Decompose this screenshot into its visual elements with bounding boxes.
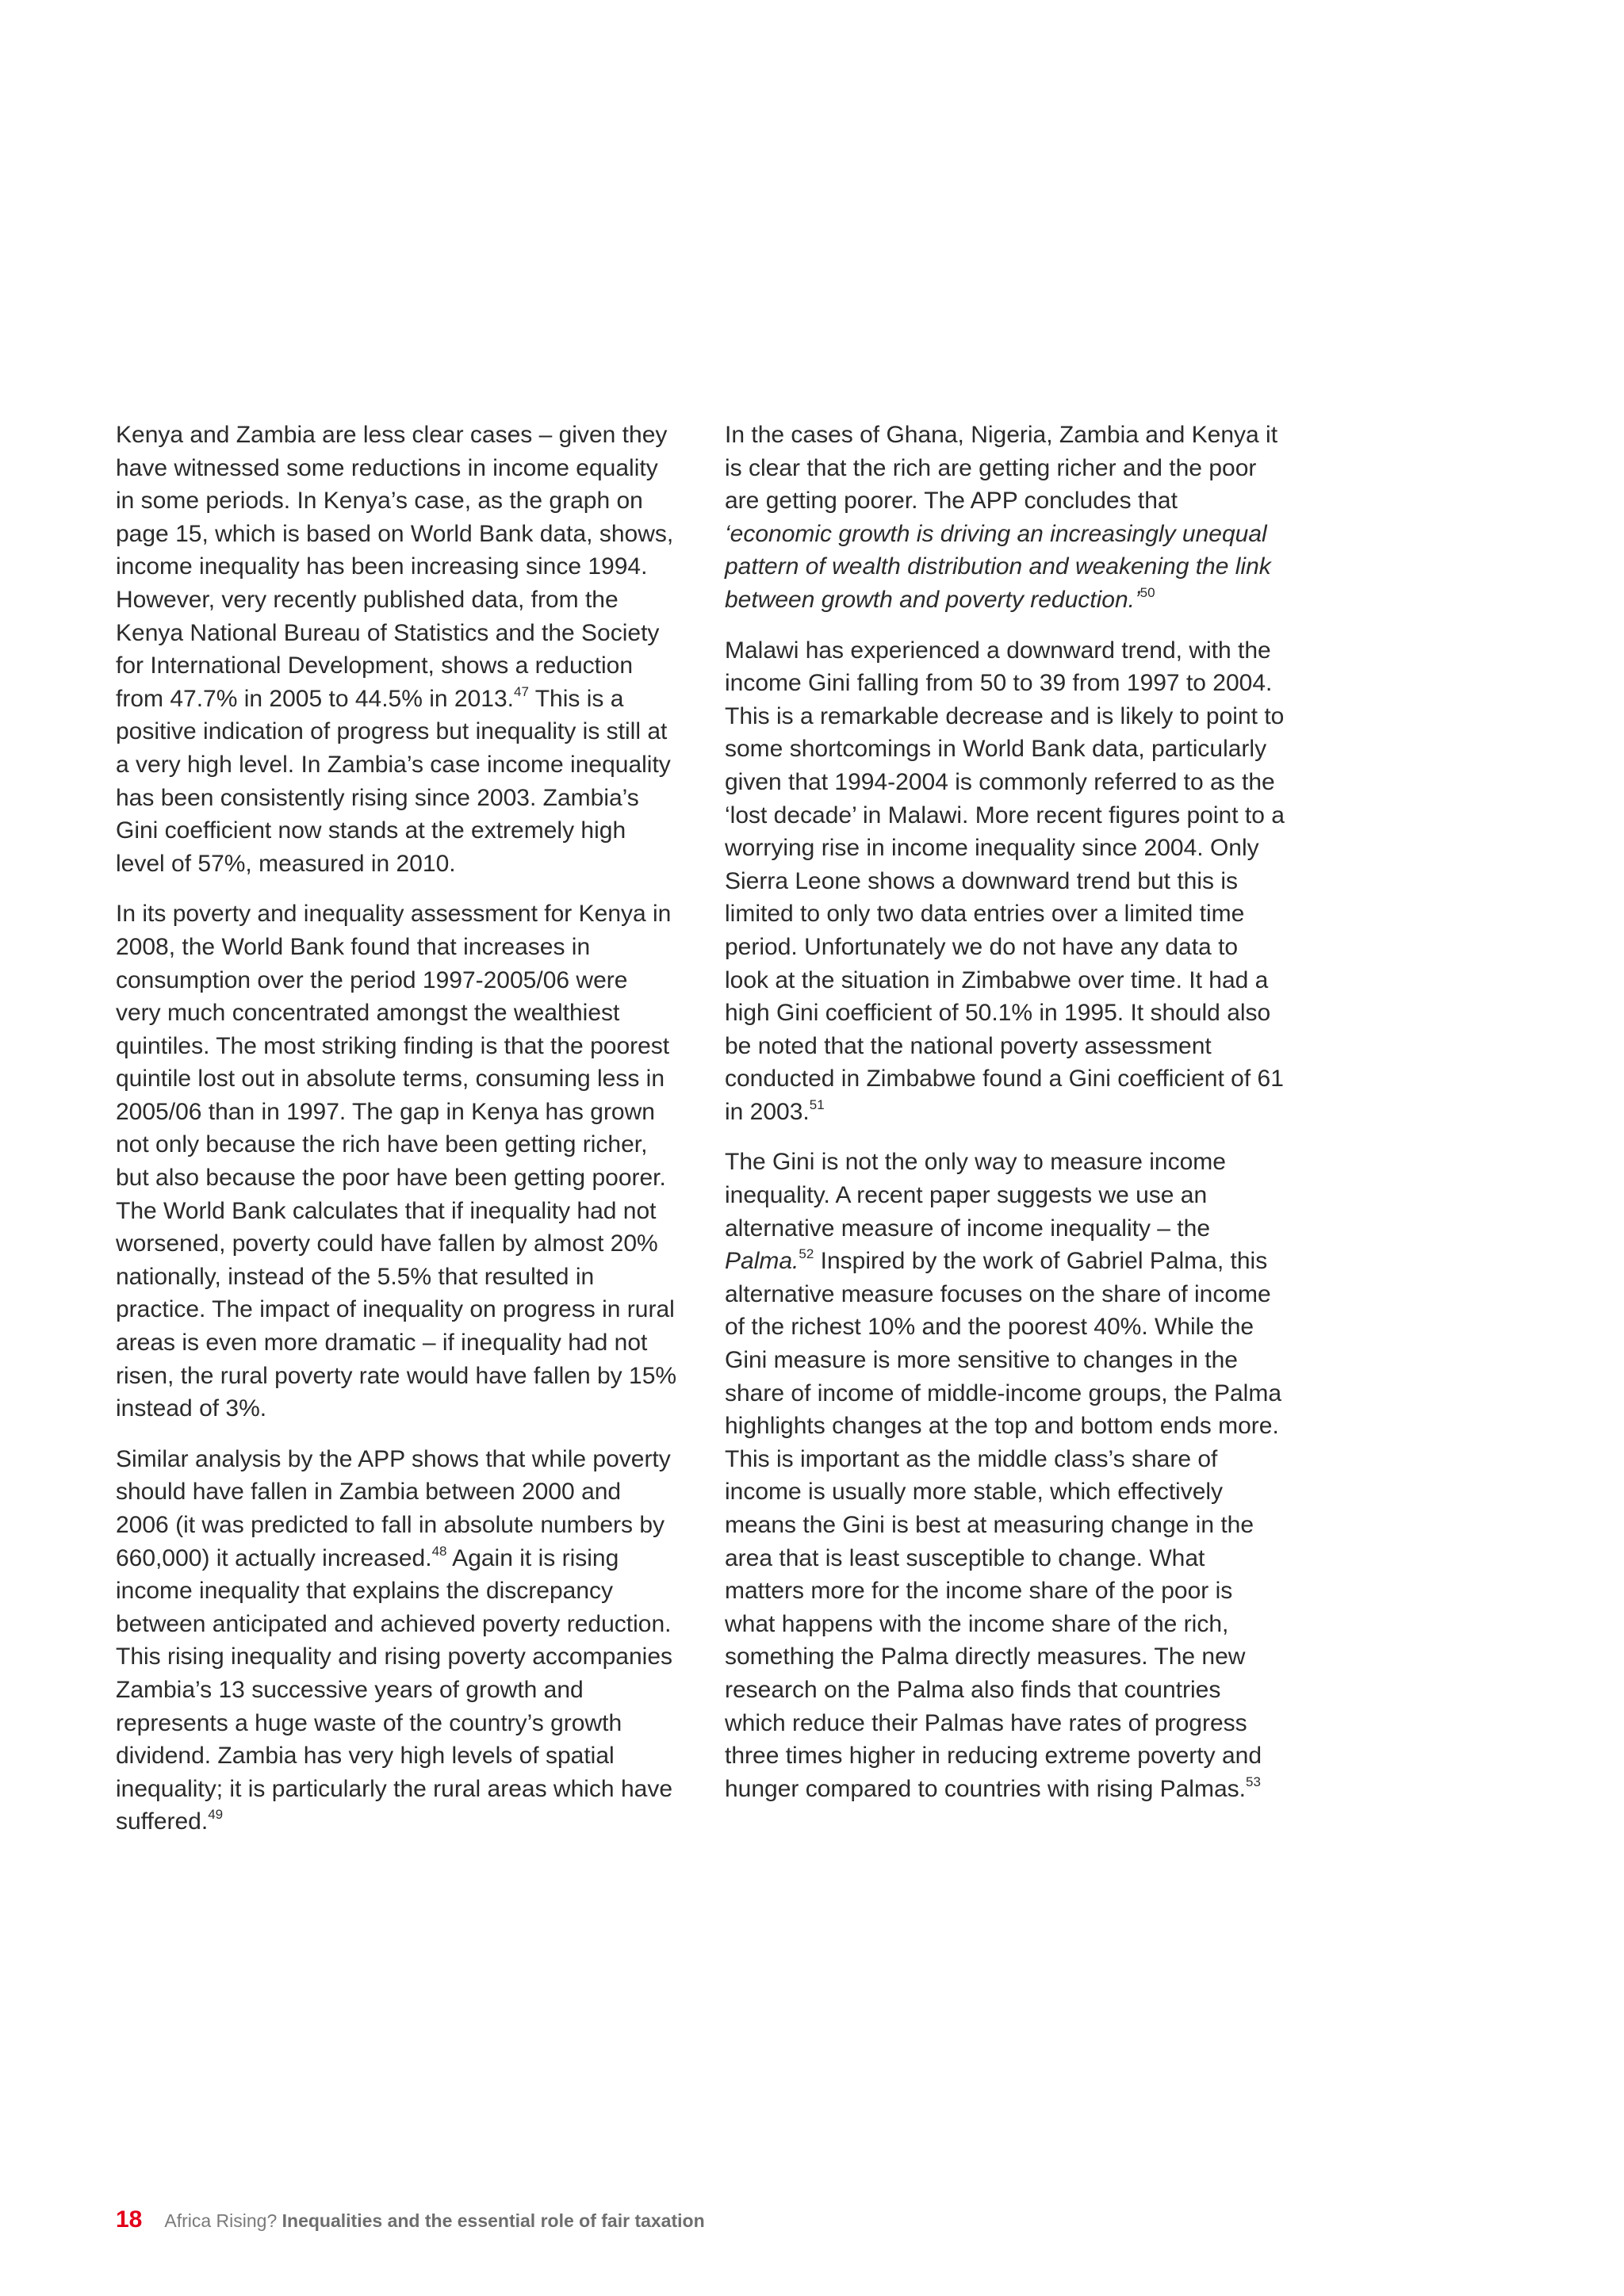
left-column <box>116 419 679 1856</box>
palma-term: Palma. <box>725 1248 799 1275</box>
paragraph-app-zambia <box>116 1443 679 1839</box>
paragraph-text: Malawi has experienced a downward trend, with the income Gini falling from 50 to 39 from 1997 to 2004. This is a remarkable decrease and is likely to point to some shortcomings in World Bank data, particularly given that 1994-2004 is commonly referred to as the ‘lost decade’ in Malawi. More recent figures point to a worrying rise in income inequality since 2004. Only Sierra Leone shows a downward trend but this is limited to only two data entries over a limited time period. Unfortunately we do not have any data to look at the situation in Zimbabwe over time. It had a high Gini coefficient of 50.1% in 1995. It should also be noted that the national poverty assessment conducted in Zimbabwe found a Gini coefficient of 61 in 2003. <box>725 637 1285 1125</box>
paragraph-malawi <box>725 634 1288 1129</box>
paragraph-world-bank-kenya: In its poverty and inequality assessment for Kenya in 2008, the World Bank found that increases in consumption over the period 1997-2005/06 were very much concentrated amongst the wealthiest quintiles. The most striking finding is that the poorest quintile lost out in absolute terms, consuming less in 2005/06 than in 1997. The gap in Kenya has grown not only because the rich have been getting richer, but also because the poor have been getting poorer. The World Bank calculates that if inequality had not worsened, poverty could have fallen by almost 20% nationally, instead of the 5.5% that resulted in practice. The impact of inequality on progress in rural areas is even more dramatic – if inequality had not risen, the rural poverty rate would have fallen by 15% instead of 3%. <box>116 901 677 1422</box>
footnote-ref-49[interactable]: 49 <box>208 1807 224 1823</box>
footer-title-bold: Inequalities and the essential role of fair taxation <box>282 2210 705 2231</box>
paragraph-text: In the cases of Ghana, Nigeria, Zambia and Kenya it is clear that the rich are getting richer and the poor are getting poorer. The APP concludes that <box>725 422 1278 515</box>
app-quote: ‘economic growth is driving an increasingly unequal pattern of wealth distribution and weakening the link between growth and poverty reduction.’ <box>725 520 1271 613</box>
footnote-ref-51[interactable]: 51 <box>809 1096 825 1112</box>
footnote-ref-53[interactable]: 53 <box>1245 1774 1261 1789</box>
paragraph-text: Kenya and Zambia are less clear cases – given they have witnessed some reductions in income equality in some periods. In Kenya’s case, as the graph on page 15, which is based on World Bank data, shows, income inequality has been increasing since 1994. However, very recently published data, from the Kenya National Bureau of Statistics and the Society for International Development, shows a reduction from 47.7% in 2005 to 44.5% in 2013. <box>116 422 674 712</box>
paragraph-palma <box>725 1146 1288 1805</box>
paragraph-text: The Gini is not the only way to measure income inequality. A recent paper suggests we use an alternative measure of income inequality – the <box>725 1149 1226 1242</box>
paragraph-kenya-zambia <box>116 419 679 880</box>
footnote-ref-48[interactable]: 48 <box>431 1543 447 1559</box>
paragraph-text: Similar analysis by the APP shows that while poverty should have fallen in Zambia between 2000 and 2006 (it was predicted to fall in absolute numbers by 660,000) it actually increased. <box>116 1445 671 1571</box>
paragraph-rich-getting-richer <box>725 419 1288 617</box>
page-footer <box>116 2206 705 2233</box>
paragraph-text: This is a positive indication of progress but inequality is still at a very high level. In Zambia’s case income inequality has been consistently rising since 2003. Zambia’s Gini coefficient now stands at the extremely high level of 57%, measured in 2010. <box>116 685 671 877</box>
paragraph-text: Again it is rising income inequality that explains the discrepancy between anticipated and achieved poverty reduction. This rising inequality and rising poverty accompanies Zambia’s 13 successive years of growth and represents a huge waste of the country’s growth dividend. Zambia has very high levels of spatial inequality; it is particularly the rural areas which have suffered. <box>116 1544 673 1835</box>
right-column <box>725 419 1288 1823</box>
page-number: 18 <box>116 2206 143 2233</box>
footnote-ref-50[interactable]: 50 <box>1139 584 1155 600</box>
footer-title-light: Africa Rising? <box>164 2210 278 2231</box>
footnote-ref-52[interactable]: 52 <box>799 1246 814 1262</box>
footnote-ref-47[interactable]: 47 <box>514 683 529 699</box>
paragraph-text: Inspired by the work of Gabriel Palma, this alternative measure focuses on the share of income of the richest 10% and the poorest 40%. While the Gini measure is more sensitive to changes in the share of income of middle-income groups, the Palma highlights changes at the top and bottom ends more. This is important as the middle class’s share of income is usually more stable, which effectively means the Gini is best at measuring change in the area that is least susceptible to change. What matters more for the income share of the poor is what happens with the income share of the rich, something the Palma directly measures. The new research on the Palma also finds that countries which reduce their Palmas have rates of progress three times higher in reducing extreme poverty and hunger compared to countries with rising Palmas. <box>725 1248 1282 1802</box>
